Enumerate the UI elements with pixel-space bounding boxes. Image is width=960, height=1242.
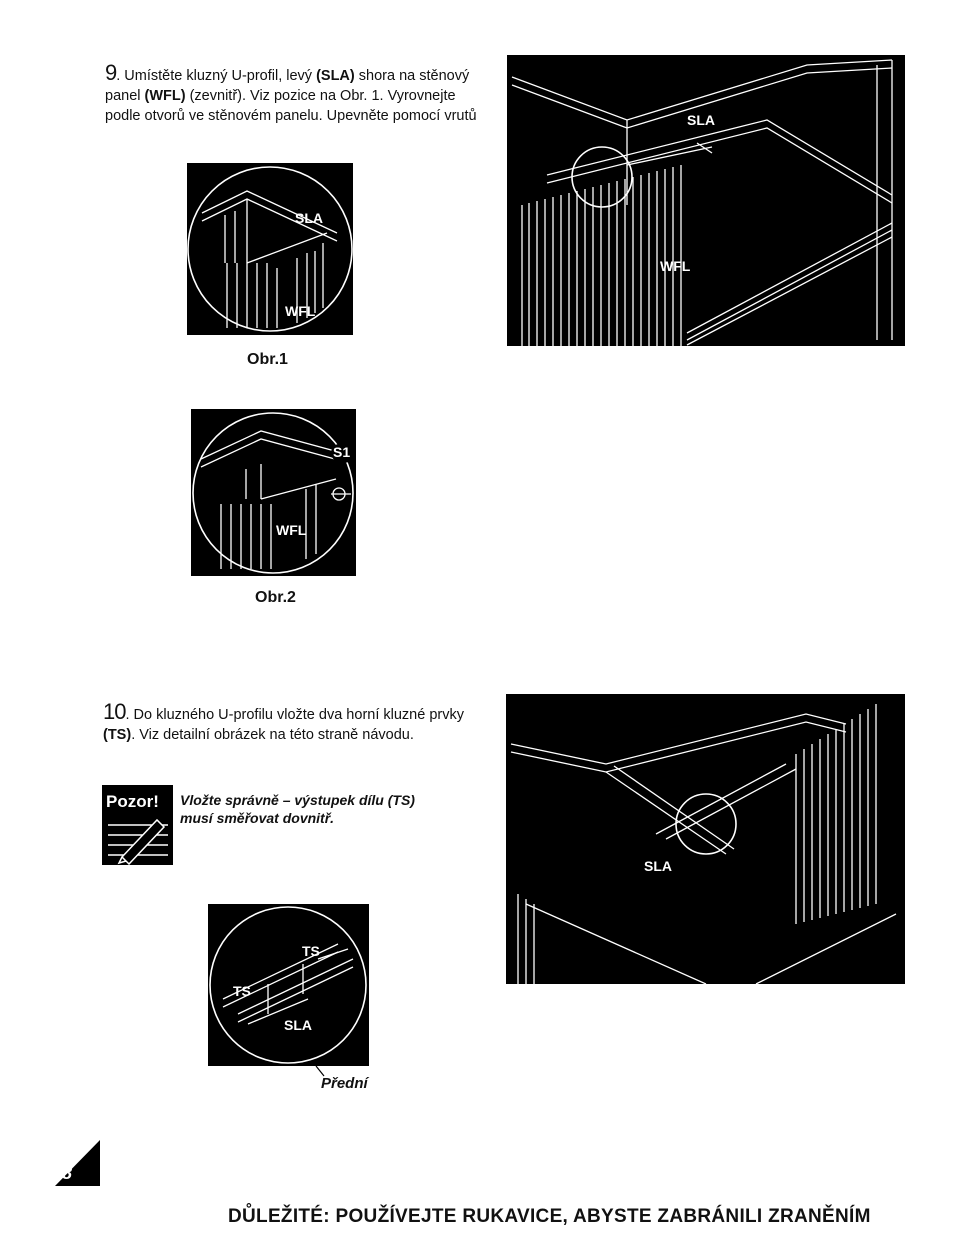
fig1-drawing bbox=[507, 55, 905, 346]
warning-text: Vložte správně – výstupek dílu (TS) musí směřovat dovnitř. bbox=[180, 792, 415, 826]
fig2-detail-illustration bbox=[191, 409, 356, 576]
fig2-label-s1: S1 bbox=[333, 444, 351, 460]
fig3-detail-label-ts-left: TS bbox=[233, 983, 251, 999]
fig1-detail-label-wfl: WFL bbox=[285, 303, 316, 319]
fig3-detail-label-sla: SLA bbox=[284, 1017, 312, 1033]
fig1-label-sla: SLA bbox=[687, 112, 715, 128]
warning-badge-label: Pozor! bbox=[106, 792, 159, 811]
fig1-caption: Obr.1 bbox=[247, 351, 288, 368]
fig1-detail-illustration bbox=[187, 163, 353, 335]
pencil-icon bbox=[102, 785, 173, 865]
fig3-drawing bbox=[506, 694, 905, 984]
fig1-label-wfl: WFL bbox=[660, 258, 691, 274]
fig1-large-illustration bbox=[507, 55, 905, 346]
step-9-number: 9 bbox=[105, 60, 117, 85]
fig3-detail-label-ts-top: TS bbox=[302, 943, 320, 959]
fig1-detail-drawing bbox=[187, 163, 353, 335]
fig3-front-label: Přední bbox=[321, 1075, 368, 1092]
fig3-detail-illustration bbox=[208, 904, 369, 1066]
step-10-instructions: 10. Do kluzného U-profilu vložte dva horní kluzné prvky (TS). Viz detailní obrázek na této straně návodu. bbox=[103, 699, 464, 743]
footer-warning: DŮLEŽITÉ: POUŽÍVEJTE RUKAVICE, ABYSTE ZABRÁNILI ZRANĚNÍM bbox=[228, 1206, 871, 1227]
fig2-drawing bbox=[191, 409, 356, 576]
page-number: 8 bbox=[62, 1163, 73, 1183]
step-10-number: 10 bbox=[103, 699, 126, 724]
fig2-caption: Obr.2 bbox=[255, 589, 296, 606]
fig3-large-illustration bbox=[506, 694, 905, 984]
step-9-instructions: 9. Umístěte kluzný U-profil, levý (SLA) shora na stěnový panel (WFL) (zevnitř). Viz pozice na Obr. 1. Vyrovnejte podle otvorů ve stěnovém panelu. Upevněte pomocí vrutů bbox=[105, 60, 477, 124]
fig3-label-sla: SLA bbox=[644, 858, 672, 874]
fig2-s1-badge bbox=[331, 443, 355, 463]
fig1-detail-label-sla: SLA bbox=[295, 210, 323, 226]
fig2-label-wfl: WFL bbox=[276, 522, 307, 538]
warning-badge bbox=[102, 785, 173, 865]
